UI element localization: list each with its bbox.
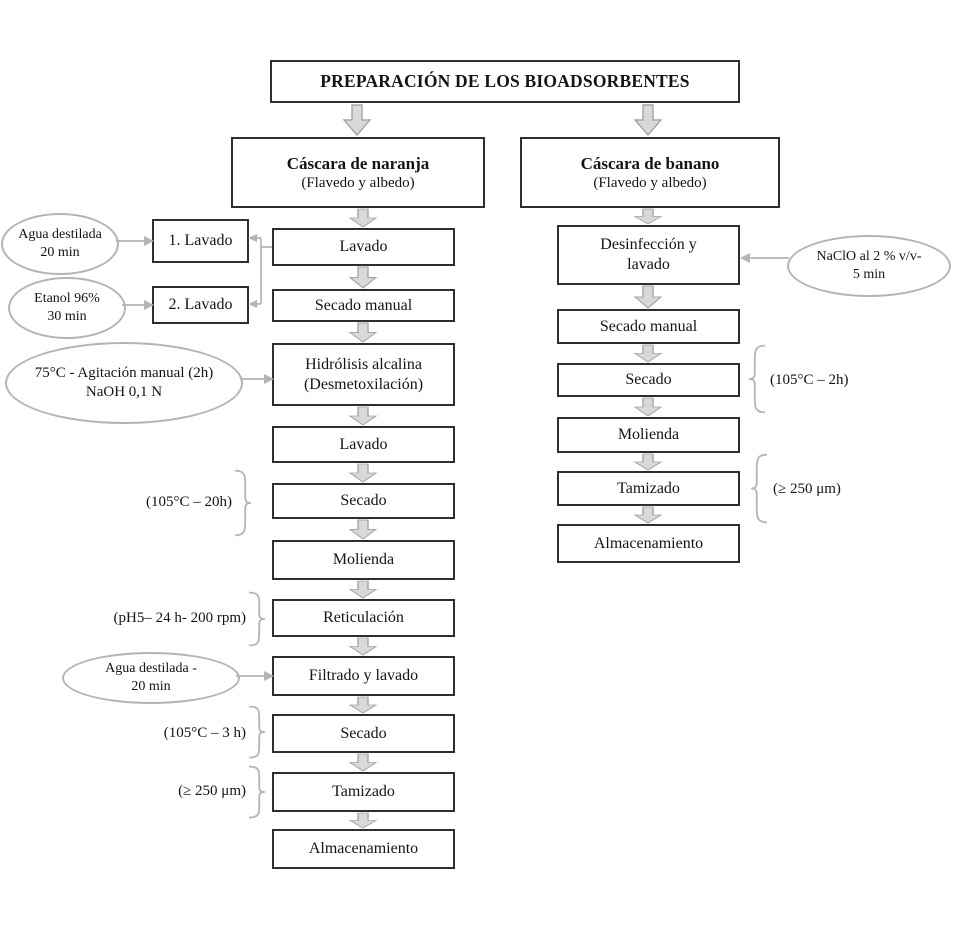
reagent-naclo-ellipse: NaClO al 2 % v/v- 5 min	[787, 235, 951, 297]
down-arrow-icon	[350, 209, 376, 227]
naranja-step-reticulacion: Reticulación	[272, 599, 455, 637]
naranja-wash-2-box: 2. Lavado	[152, 286, 249, 324]
naranja-step-secado-105-20h: Secado	[272, 483, 455, 519]
reagent-agua-destilada-2-ellipse: Agua destilada - 20 min	[62, 652, 240, 704]
reagent-etanol-ellipse: Etanol 96% 30 min	[8, 277, 126, 339]
naranja-step-filtrado-lavado: Filtrado y lavado	[272, 656, 455, 696]
naranja-step-secado-manual: Secado manual	[272, 289, 455, 322]
branch-header-banano-subtitle: (Flavedo y albedo)	[593, 174, 707, 191]
banano-step-almacenamiento: Almacenamiento	[557, 524, 740, 563]
down-arrow-icon	[344, 105, 370, 135]
down-arrow-icon	[350, 813, 376, 828]
condition-tamizado-banano: (≥ 250 μm)	[773, 481, 841, 497]
naranja-step-lavado-2: Lavado	[272, 426, 455, 463]
flowchart-title: PREPARACIÓN DE LOS BIOADSORBENTES	[320, 70, 690, 91]
branch-header-naranja-subtitle: (Flavedo y albedo)	[301, 174, 415, 191]
down-arrow-icon	[350, 520, 376, 539]
down-arrow-icon	[350, 754, 376, 771]
down-arrow-icon	[635, 105, 661, 135]
banano-step-secado: Secado	[557, 363, 740, 397]
curly-brace-icon	[748, 345, 766, 413]
down-arrow-icon	[350, 464, 376, 482]
curly-brace-icon	[234, 470, 252, 536]
down-arrow-icon	[350, 267, 376, 288]
banano-step-desinfeccion-lavado: Desinfección y lavado	[557, 225, 740, 285]
connector-arrow-icon	[236, 669, 274, 683]
curly-brace-icon	[248, 592, 266, 646]
down-arrow-icon	[635, 286, 661, 308]
reagent-naoh-ellipse: 75°C - Agitación manual (2h) NaOH 0,1 N	[5, 342, 243, 424]
down-arrow-icon	[635, 345, 661, 362]
down-arrow-icon	[350, 323, 376, 342]
condition-reticulacion: (pH5– 24 h- 200 rpm)	[113, 610, 246, 626]
naranja-step-almacenamiento: Almacenamiento	[272, 829, 455, 869]
banano-step-secado-manual: Secado manual	[557, 309, 740, 344]
down-arrow-icon	[350, 581, 376, 598]
down-arrow-icon	[635, 398, 661, 416]
branch-header-naranja	[231, 137, 485, 208]
naranja-wash-1-box: 1. Lavado	[152, 219, 249, 263]
curly-brace-icon	[248, 706, 266, 758]
naranja-step-secado-105-3h: Secado	[272, 714, 455, 753]
reagent-agua-destilada-ellipse: Agua destilada 20 min	[1, 213, 119, 275]
branch-header-banano-title: Cáscara de banano	[580, 153, 720, 173]
down-arrow-icon	[635, 507, 661, 523]
condition-secado-3h: (105°C – 3 h)	[163, 725, 246, 741]
condition-tamizado-naranja: (≥ 250 μm)	[178, 783, 246, 799]
condition-secado-20h: (105°C – 20h)	[146, 494, 232, 510]
banano-step-molienda: Molienda	[557, 417, 740, 453]
condition-secado-2h: (105°C – 2h)	[770, 372, 849, 388]
curly-brace-icon	[750, 454, 768, 523]
naranja-step-tamizado: Tamizado	[272, 772, 455, 812]
branch-header-banano	[520, 137, 780, 208]
naranja-step-molienda: Molienda	[272, 540, 455, 580]
naranja-step-lavado-1: Lavado	[272, 228, 455, 266]
banano-step-tamizado: Tamizado	[557, 471, 740, 506]
connector-arrow-icon	[740, 251, 789, 265]
curly-brace-icon	[248, 766, 266, 818]
connector-arrow-icon	[240, 372, 274, 386]
connector-arrow-icon	[116, 234, 154, 248]
down-arrow-icon	[350, 697, 376, 713]
flowchart-title-box	[270, 60, 740, 103]
down-arrow-icon	[350, 638, 376, 655]
down-arrow-icon	[350, 407, 376, 425]
down-arrow-icon	[635, 209, 661, 224]
split-connector-arrow-icon	[246, 230, 274, 312]
down-arrow-icon	[635, 454, 661, 470]
naranja-step-hidrolisis: Hidrólisis alcalina (Desmetoxilación)	[272, 343, 455, 406]
connector-arrow-icon	[122, 298, 154, 312]
branch-header-naranja-title: Cáscara de naranja	[286, 153, 430, 173]
